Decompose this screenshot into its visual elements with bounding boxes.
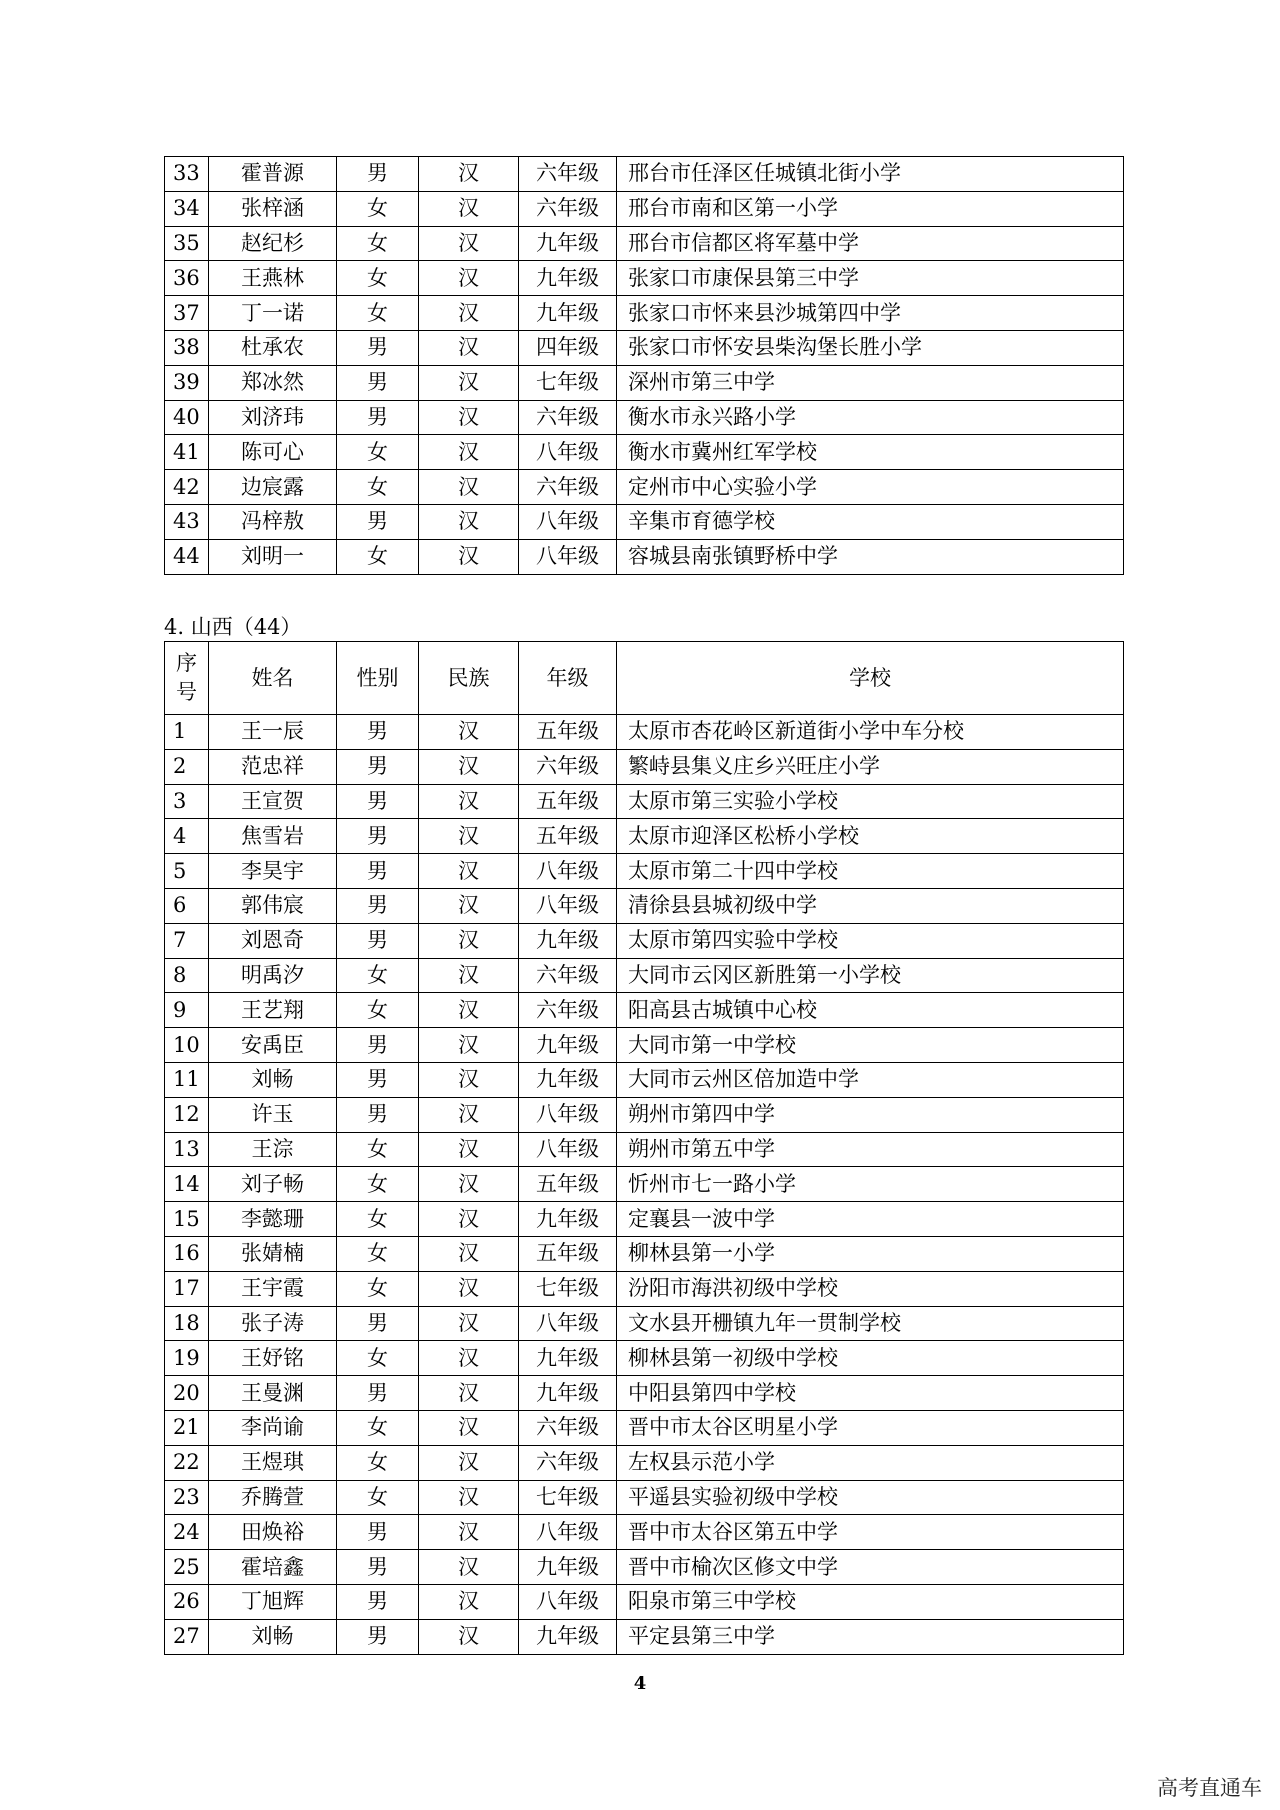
cell-gender: 女 — [337, 539, 419, 574]
cell-ethnicity: 汉 — [419, 749, 519, 784]
cell-seq: 41 — [165, 435, 209, 470]
cell-gender: 女 — [337, 435, 419, 470]
cell-ethnicity: 汉 — [419, 330, 519, 365]
cell-name: 王燕林 — [209, 261, 337, 296]
cell-ethnicity: 汉 — [419, 1480, 519, 1515]
cell-name: 王煜琪 — [209, 1445, 337, 1480]
cell-ethnicity: 汉 — [419, 993, 519, 1028]
cell-school: 平遥县实验初级中学校 — [617, 1480, 1124, 1515]
cell-ethnicity: 汉 — [419, 1202, 519, 1237]
cell-ethnicity: 汉 — [419, 365, 519, 400]
cell-school: 清徐县县城初级中学 — [617, 888, 1124, 923]
cell-school: 阳泉市第三中学校 — [617, 1584, 1124, 1619]
cell-grade: 四年级 — [519, 330, 617, 365]
cell-grade: 八年级 — [519, 1584, 617, 1619]
cell-grade: 五年级 — [519, 1236, 617, 1271]
cell-seq: 39 — [165, 365, 209, 400]
cell-gender: 女 — [337, 1410, 419, 1445]
cell-seq: 12 — [165, 1097, 209, 1132]
cell-grade: 九年级 — [519, 1619, 617, 1654]
cell-name: 田焕裕 — [209, 1515, 337, 1550]
cell-seq: 11 — [165, 1062, 209, 1097]
watermark-text: 高考直通车 — [1157, 1776, 1262, 1800]
header-name: 姓名 — [209, 642, 337, 715]
cell-seq: 27 — [165, 1619, 209, 1654]
cell-name: 张梓涵 — [209, 191, 337, 226]
cell-school: 张家口市怀安县柴沟堡长胜小学 — [617, 330, 1124, 365]
table-row — [165, 749, 1124, 784]
cell-grade: 六年级 — [519, 400, 617, 435]
cell-seq: 5 — [165, 854, 209, 889]
cell-grade: 九年级 — [519, 923, 617, 958]
cell-grade: 九年级 — [519, 1550, 617, 1585]
cell-seq: 2 — [165, 749, 209, 784]
cell-seq: 33 — [165, 157, 209, 192]
cell-name: 王宣贺 — [209, 784, 337, 819]
table-row — [165, 365, 1124, 400]
cell-grade: 六年级 — [519, 470, 617, 505]
cell-school: 张家口市康保县第三中学 — [617, 261, 1124, 296]
cell-gender: 女 — [337, 1202, 419, 1237]
cell-name: 张子涛 — [209, 1306, 337, 1341]
cell-gender: 男 — [337, 330, 419, 365]
cell-school: 朔州市第五中学 — [617, 1132, 1124, 1167]
cell-gender: 女 — [337, 226, 419, 261]
cell-grade: 六年级 — [519, 1410, 617, 1445]
cell-seq: 17 — [165, 1271, 209, 1306]
cell-ethnicity: 汉 — [419, 1271, 519, 1306]
cell-seq: 19 — [165, 1341, 209, 1376]
cell-name: 焦雪岩 — [209, 819, 337, 854]
cell-grade: 八年级 — [519, 539, 617, 574]
cell-grade: 五年级 — [519, 784, 617, 819]
cell-school: 汾阳市海洪初级中学校 — [617, 1271, 1124, 1306]
cell-grade: 七年级 — [519, 1271, 617, 1306]
cell-ethnicity: 汉 — [419, 1062, 519, 1097]
cell-school: 大同市云州区倍加造中学 — [617, 1062, 1124, 1097]
table-row — [165, 923, 1124, 958]
cell-ethnicity: 汉 — [419, 1167, 519, 1202]
table-row — [165, 157, 1124, 192]
cell-ethnicity: 汉 — [419, 504, 519, 539]
cell-grade: 八年级 — [519, 435, 617, 470]
cell-name: 李尚谕 — [209, 1410, 337, 1445]
cell-grade: 九年级 — [519, 1028, 617, 1063]
table-row — [165, 539, 1124, 574]
table-row — [165, 296, 1124, 331]
cell-school: 繁峙县集义庄乡兴旺庄小学 — [617, 749, 1124, 784]
table-row — [165, 1584, 1124, 1619]
cell-grade: 九年级 — [519, 226, 617, 261]
cell-gender: 男 — [337, 157, 419, 192]
roster-table-shanxi-body — [165, 715, 1124, 1655]
cell-name: 王曼渊 — [209, 1376, 337, 1411]
cell-school: 定襄县一波中学 — [617, 1202, 1124, 1237]
cell-name: 安禹臣 — [209, 1028, 337, 1063]
cell-gender: 男 — [337, 1619, 419, 1654]
table-row — [165, 1376, 1124, 1411]
header-ethnicity: 民族 — [419, 642, 519, 715]
table-row — [165, 1271, 1124, 1306]
section-title: 4. 山西（44） — [164, 615, 302, 639]
cell-seq: 35 — [165, 226, 209, 261]
cell-seq: 34 — [165, 191, 209, 226]
cell-ethnicity: 汉 — [419, 1132, 519, 1167]
cell-name: 许玉 — [209, 1097, 337, 1132]
cell-gender: 女 — [337, 296, 419, 331]
cell-ethnicity: 汉 — [419, 470, 519, 505]
cell-gender: 女 — [337, 1236, 419, 1271]
cell-seq: 18 — [165, 1306, 209, 1341]
table-row — [165, 1236, 1124, 1271]
cell-grade: 六年级 — [519, 1445, 617, 1480]
cell-ethnicity: 汉 — [419, 157, 519, 192]
cell-name: 刘子畅 — [209, 1167, 337, 1202]
cell-grade: 六年级 — [519, 958, 617, 993]
cell-gender: 男 — [337, 1062, 419, 1097]
cell-name: 李昊宇 — [209, 854, 337, 889]
table-row — [165, 1132, 1124, 1167]
cell-gender: 女 — [337, 261, 419, 296]
cell-ethnicity: 汉 — [419, 226, 519, 261]
cell-seq: 1 — [165, 715, 209, 750]
roster-table-continued — [164, 156, 1124, 575]
cell-ethnicity: 汉 — [419, 1306, 519, 1341]
cell-gender: 男 — [337, 923, 419, 958]
cell-school: 邢台市信都区将军墓中学 — [617, 226, 1124, 261]
cell-gender: 男 — [337, 504, 419, 539]
cell-seq: 7 — [165, 923, 209, 958]
cell-seq: 42 — [165, 470, 209, 505]
cell-gender: 女 — [337, 1271, 419, 1306]
cell-school: 太原市杏花岭区新道街小学中车分校 — [617, 715, 1124, 750]
header-school: 学校 — [617, 642, 1124, 715]
cell-seq: 14 — [165, 1167, 209, 1202]
cell-ethnicity: 汉 — [419, 1550, 519, 1585]
cell-seq: 10 — [165, 1028, 209, 1063]
cell-school: 大同市第一中学校 — [617, 1028, 1124, 1063]
cell-seq: 22 — [165, 1445, 209, 1480]
cell-name: 霍普源 — [209, 157, 337, 192]
cell-gender: 女 — [337, 993, 419, 1028]
cell-grade: 八年级 — [519, 1097, 617, 1132]
cell-name: 刘济玮 — [209, 400, 337, 435]
cell-name: 丁旭辉 — [209, 1584, 337, 1619]
cell-grade: 九年级 — [519, 261, 617, 296]
cell-seq: 43 — [165, 504, 209, 539]
cell-ethnicity: 汉 — [419, 191, 519, 226]
cell-seq: 15 — [165, 1202, 209, 1237]
header-seq: 序号 — [165, 642, 209, 715]
table-row — [165, 715, 1124, 750]
cell-school: 柳林县第一小学 — [617, 1236, 1124, 1271]
table-row — [165, 1097, 1124, 1132]
cell-name: 杜承农 — [209, 330, 337, 365]
table-row — [165, 1515, 1124, 1550]
cell-ethnicity: 汉 — [419, 1028, 519, 1063]
cell-seq: 24 — [165, 1515, 209, 1550]
cell-gender: 女 — [337, 191, 419, 226]
cell-grade: 五年级 — [519, 1167, 617, 1202]
cell-gender: 男 — [337, 365, 419, 400]
cell-grade: 八年级 — [519, 888, 617, 923]
cell-gender: 女 — [337, 958, 419, 993]
table-row — [165, 1619, 1124, 1654]
table-row — [165, 470, 1124, 505]
cell-grade: 八年级 — [519, 854, 617, 889]
table-row — [165, 854, 1124, 889]
cell-grade: 八年级 — [519, 504, 617, 539]
cell-name: 郑冰然 — [209, 365, 337, 400]
table-row — [165, 1445, 1124, 1480]
cell-school: 太原市第三实验小学校 — [617, 784, 1124, 819]
cell-grade: 九年级 — [519, 1202, 617, 1237]
cell-name: 王妤铭 — [209, 1341, 337, 1376]
cell-ethnicity: 汉 — [419, 1584, 519, 1619]
cell-school: 中阳县第四中学校 — [617, 1376, 1124, 1411]
cell-ethnicity: 汉 — [419, 1341, 519, 1376]
cell-school: 张家口市怀来县沙城第四中学 — [617, 296, 1124, 331]
cell-school: 深州市第三中学 — [617, 365, 1124, 400]
cell-ethnicity: 汉 — [419, 819, 519, 854]
cell-ethnicity: 汉 — [419, 854, 519, 889]
cell-ethnicity: 汉 — [419, 1097, 519, 1132]
cell-seq: 4 — [165, 819, 209, 854]
roster-table-continued-body — [165, 157, 1124, 575]
roster-table-shanxi — [164, 641, 1124, 1655]
cell-school: 阳高县古城镇中心校 — [617, 993, 1124, 1028]
cell-seq: 37 — [165, 296, 209, 331]
cell-school: 忻州市七一路小学 — [617, 1167, 1124, 1202]
cell-gender: 男 — [337, 888, 419, 923]
cell-school: 平定县第三中学 — [617, 1619, 1124, 1654]
table-row — [165, 504, 1124, 539]
table-row — [165, 1202, 1124, 1237]
cell-seq: 44 — [165, 539, 209, 574]
cell-seq: 25 — [165, 1550, 209, 1585]
cell-gender: 男 — [337, 1515, 419, 1550]
cell-name: 明禹汐 — [209, 958, 337, 993]
table-row — [165, 958, 1124, 993]
cell-school: 文水县开栅镇九年一贯制学校 — [617, 1306, 1124, 1341]
cell-name: 王一辰 — [209, 715, 337, 750]
cell-name: 陈可心 — [209, 435, 337, 470]
cell-school: 晋中市榆次区修文中学 — [617, 1550, 1124, 1585]
table-row — [165, 819, 1124, 854]
cell-name: 王艺翔 — [209, 993, 337, 1028]
cell-seq: 40 — [165, 400, 209, 435]
cell-gender: 男 — [337, 1306, 419, 1341]
cell-grade: 九年级 — [519, 296, 617, 331]
cell-seq: 6 — [165, 888, 209, 923]
cell-gender: 男 — [337, 819, 419, 854]
cell-school: 衡水市永兴路小学 — [617, 400, 1124, 435]
cell-grade: 六年级 — [519, 157, 617, 192]
table-row — [165, 191, 1124, 226]
cell-grade: 八年级 — [519, 1132, 617, 1167]
table-row — [165, 261, 1124, 296]
cell-name: 乔腾萱 — [209, 1480, 337, 1515]
cell-ethnicity: 汉 — [419, 784, 519, 819]
cell-gender: 男 — [337, 715, 419, 750]
cell-school: 左权县示范小学 — [617, 1445, 1124, 1480]
cell-seq: 9 — [165, 993, 209, 1028]
cell-ethnicity: 汉 — [419, 1445, 519, 1480]
cell-school: 衡水市冀州红军学校 — [617, 435, 1124, 470]
cell-name: 郭伟宸 — [209, 888, 337, 923]
cell-seq: 16 — [165, 1236, 209, 1271]
cell-school: 辛集市育德学校 — [617, 504, 1124, 539]
cell-gender: 男 — [337, 749, 419, 784]
cell-ethnicity: 汉 — [419, 888, 519, 923]
cell-ethnicity: 汉 — [419, 923, 519, 958]
table-row — [165, 226, 1124, 261]
cell-grade: 八年级 — [519, 1306, 617, 1341]
page-number: 4 — [633, 1673, 647, 1694]
cell-school: 容城县南张镇野桥中学 — [617, 539, 1124, 574]
table-row — [165, 1167, 1124, 1202]
cell-seq: 3 — [165, 784, 209, 819]
cell-school: 大同市云冈区新胜第一小学校 — [617, 958, 1124, 993]
cell-gender: 男 — [337, 1584, 419, 1619]
cell-grade: 八年级 — [519, 1515, 617, 1550]
cell-gender: 男 — [337, 1028, 419, 1063]
cell-ethnicity: 汉 — [419, 1236, 519, 1271]
cell-school: 朔州市第四中学 — [617, 1097, 1124, 1132]
cell-grade: 六年级 — [519, 191, 617, 226]
cell-seq: 23 — [165, 1480, 209, 1515]
table-row — [165, 1480, 1124, 1515]
cell-name: 冯梓敖 — [209, 504, 337, 539]
cell-gender: 男 — [337, 1097, 419, 1132]
cell-gender: 男 — [337, 1376, 419, 1411]
cell-grade: 九年级 — [519, 1376, 617, 1411]
cell-grade: 五年级 — [519, 819, 617, 854]
cell-ethnicity: 汉 — [419, 296, 519, 331]
cell-grade: 九年级 — [519, 1062, 617, 1097]
cell-name: 张婧楠 — [209, 1236, 337, 1271]
cell-name: 丁一诺 — [209, 296, 337, 331]
cell-seq: 26 — [165, 1584, 209, 1619]
cell-grade: 七年级 — [519, 365, 617, 400]
cell-name: 霍培鑫 — [209, 1550, 337, 1585]
cell-school: 太原市迎泽区松桥小学校 — [617, 819, 1124, 854]
cell-gender: 男 — [337, 784, 419, 819]
cell-school: 晋中市太谷区明星小学 — [617, 1410, 1124, 1445]
cell-seq: 38 — [165, 330, 209, 365]
cell-name: 边宸露 — [209, 470, 337, 505]
cell-ethnicity: 汉 — [419, 1376, 519, 1411]
cell-gender: 女 — [337, 1480, 419, 1515]
cell-school: 柳林县第一初级中学校 — [617, 1341, 1124, 1376]
cell-school: 定州市中心实验小学 — [617, 470, 1124, 505]
cell-gender: 男 — [337, 854, 419, 889]
cell-ethnicity: 汉 — [419, 400, 519, 435]
cell-ethnicity: 汉 — [419, 715, 519, 750]
cell-name: 王宇霞 — [209, 1271, 337, 1306]
cell-name: 刘畅 — [209, 1619, 337, 1654]
cell-ethnicity: 汉 — [419, 435, 519, 470]
cell-seq: 13 — [165, 1132, 209, 1167]
cell-ethnicity: 汉 — [419, 261, 519, 296]
cell-name: 李懿珊 — [209, 1202, 337, 1237]
cell-ethnicity: 汉 — [419, 958, 519, 993]
cell-gender: 女 — [337, 470, 419, 505]
cell-grade: 九年级 — [519, 1341, 617, 1376]
cell-ethnicity: 汉 — [419, 1515, 519, 1550]
cell-school: 太原市第四实验中学校 — [617, 923, 1124, 958]
header-gender: 性别 — [337, 642, 419, 715]
table-row — [165, 993, 1124, 1028]
table-header-row — [165, 642, 1124, 715]
cell-seq: 8 — [165, 958, 209, 993]
cell-name: 赵纪杉 — [209, 226, 337, 261]
table-row — [165, 784, 1124, 819]
cell-school: 太原市第二十四中学校 — [617, 854, 1124, 889]
cell-name: 刘畅 — [209, 1062, 337, 1097]
cell-gender: 男 — [337, 400, 419, 435]
table-row — [165, 888, 1124, 923]
cell-name: 刘明一 — [209, 539, 337, 574]
table-row — [165, 1028, 1124, 1063]
cell-gender: 女 — [337, 1341, 419, 1376]
cell-ethnicity: 汉 — [419, 1410, 519, 1445]
cell-ethnicity: 汉 — [419, 1619, 519, 1654]
table-row — [165, 1341, 1124, 1376]
table-row — [165, 400, 1124, 435]
cell-grade: 七年级 — [519, 1480, 617, 1515]
cell-seq: 21 — [165, 1410, 209, 1445]
cell-name: 刘恩奇 — [209, 923, 337, 958]
cell-ethnicity: 汉 — [419, 539, 519, 574]
table-row — [165, 1410, 1124, 1445]
table-row — [165, 1306, 1124, 1341]
cell-gender: 男 — [337, 1550, 419, 1585]
table-row — [165, 1550, 1124, 1585]
cell-gender: 女 — [337, 1167, 419, 1202]
cell-gender: 女 — [337, 1132, 419, 1167]
header-grade: 年级 — [519, 642, 617, 715]
cell-name: 王淙 — [209, 1132, 337, 1167]
cell-grade: 五年级 — [519, 715, 617, 750]
cell-school: 晋中市太谷区第五中学 — [617, 1515, 1124, 1550]
cell-grade: 六年级 — [519, 993, 617, 1028]
table-row — [165, 1062, 1124, 1097]
cell-school: 邢台市南和区第一小学 — [617, 191, 1124, 226]
cell-seq: 36 — [165, 261, 209, 296]
cell-name: 范忠祥 — [209, 749, 337, 784]
table-row — [165, 435, 1124, 470]
table-row — [165, 330, 1124, 365]
cell-school: 邢台市任泽区任城镇北街小学 — [617, 157, 1124, 192]
cell-gender: 女 — [337, 1445, 419, 1480]
cell-seq: 20 — [165, 1376, 209, 1411]
cell-grade: 六年级 — [519, 749, 617, 784]
